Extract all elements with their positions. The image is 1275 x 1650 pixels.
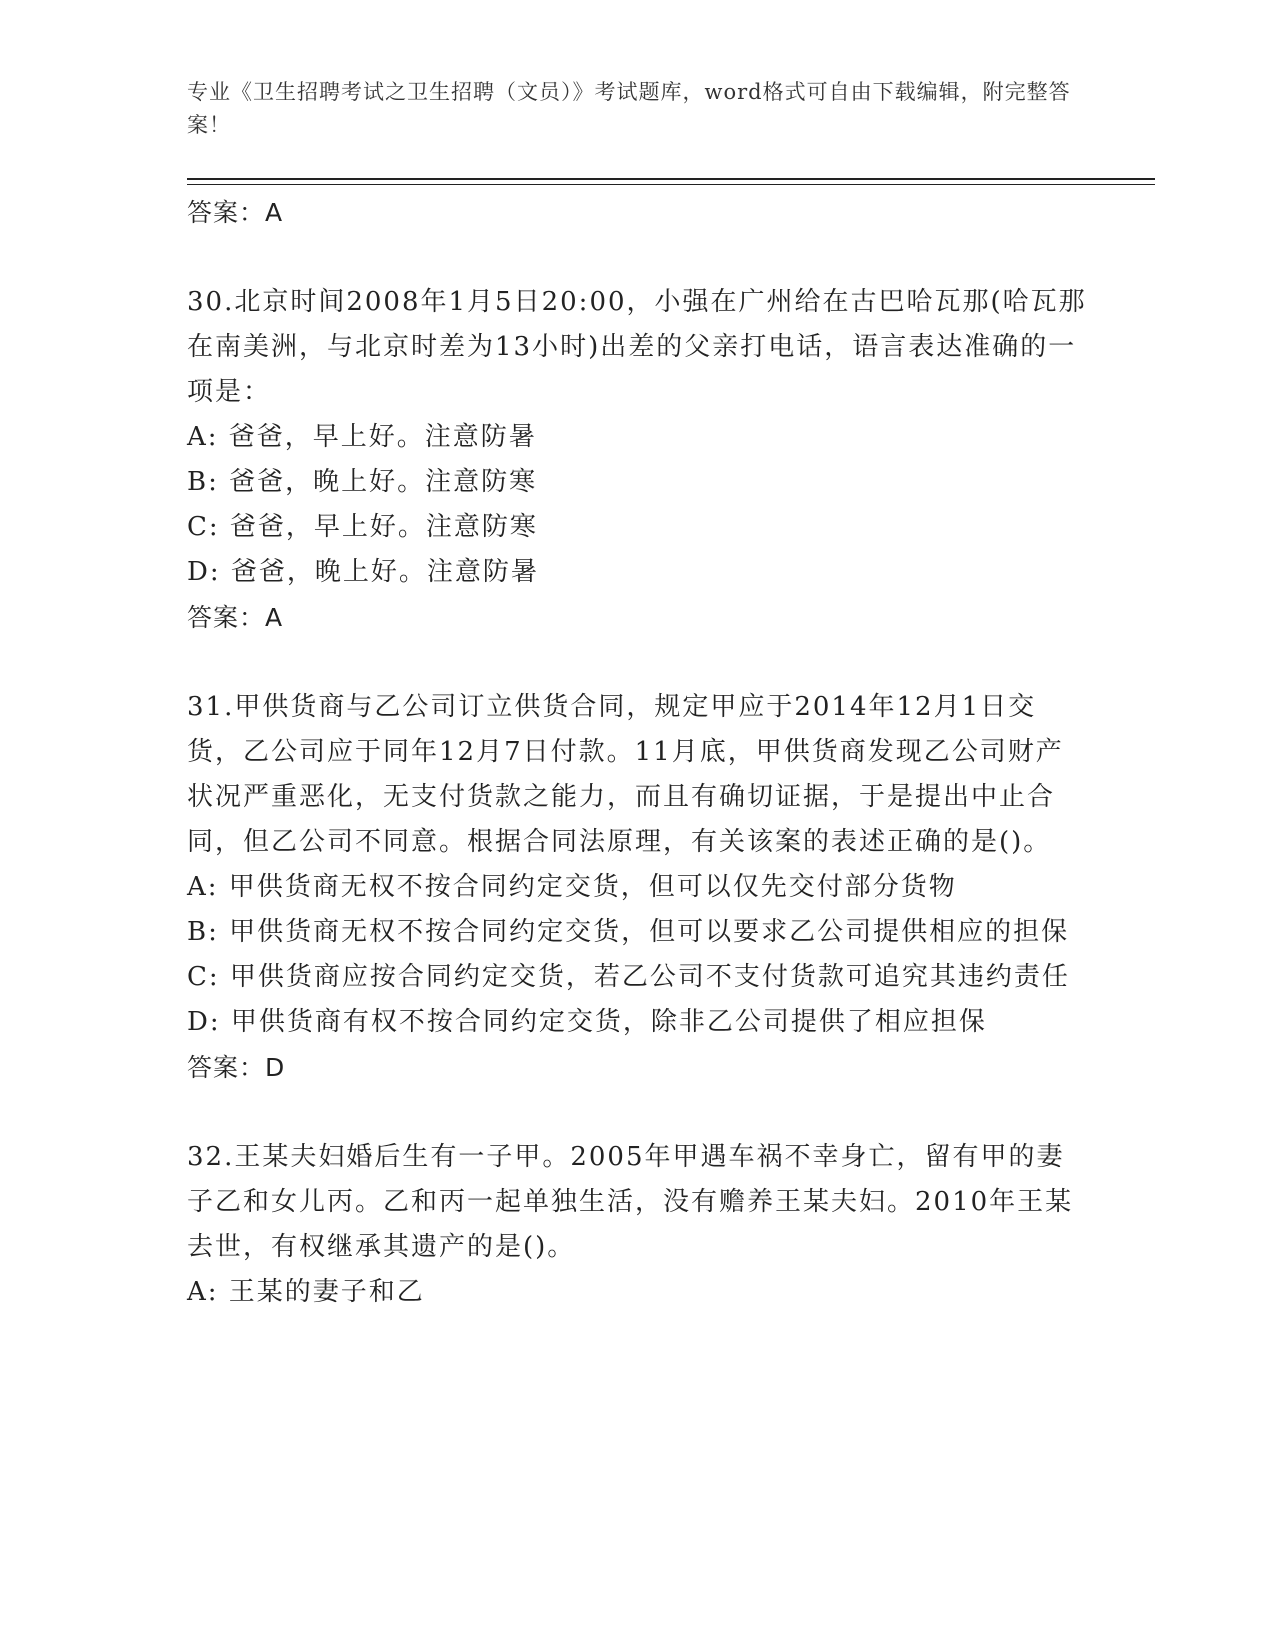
question-content	[187, 190, 1087, 1315]
option-a: A: 爸爸，早上好。注意防暑	[187, 422, 537, 452]
question-block	[187, 280, 1087, 640]
option-a: A: 甲供货商无权不按合同约定交货，但可以仅先交付部分货物	[187, 872, 957, 902]
option-d: D: 甲供货商有权不按合同约定交货，除非乙公司提供了相应担保	[187, 1007, 987, 1037]
question-stem: 31.甲供货商与乙公司订立供货合同，规定甲应于2014年12月1日交货，乙公司应于同年12月7日付款。11月底，甲供货商发现乙公司财产状况严重恶化，无支付货款之能力，而且有确切证据，于是提出中止合同，但乙公司不同意。根据合同法原理，有关该案的表述正确的是()。	[187, 692, 1064, 857]
option-c: C: 甲供货商应按合同约定交货，若乙公司不支付货款可追究其违约责任	[187, 962, 1070, 992]
option-a: A: 王某的妻子和乙	[187, 1277, 425, 1307]
question-block	[187, 685, 1087, 1090]
option-d: D: 爸爸，晚上好。注意防暑	[187, 557, 539, 587]
question-stem: 30.北京时间2008年1月5日20:00，小强在广州给在古巴哈瓦那(哈瓦那在南美洲，与北京时差为13小时)出差的父亲打电话，语言表达准确的一项是：	[187, 287, 1087, 407]
option-c: C: 爸爸，早上好。注意防寒	[187, 512, 538, 542]
header-divider-thick	[187, 178, 1155, 180]
answer-line: 答案：D	[187, 1053, 286, 1082]
question-stem: 32.王某夫妇婚后生有一子甲。2005年甲遇车祸不幸身亡，留有甲的妻子乙和女儿丙。乙和丙一起单独生活，没有赡养王某夫妇。2010年王某去世，有权继承其遗产的是()。	[187, 1142, 1074, 1262]
answer-line: 答案：A	[187, 603, 284, 632]
option-b: B: 爸爸，晚上好。注意防寒	[187, 467, 538, 497]
header-divider-thin	[187, 184, 1155, 185]
question-block	[187, 1135, 1087, 1315]
option-b: B: 甲供货商无权不按合同约定交货，但可以要求乙公司提供相应的担保	[187, 917, 1070, 947]
answer-line: 答案：A	[187, 198, 284, 227]
header-text: 专业《卫生招聘考试之卫生招聘（文员）》考试题库，word格式可自由下载编辑，附完整答案！	[187, 80, 1071, 137]
document-header	[187, 76, 1087, 142]
